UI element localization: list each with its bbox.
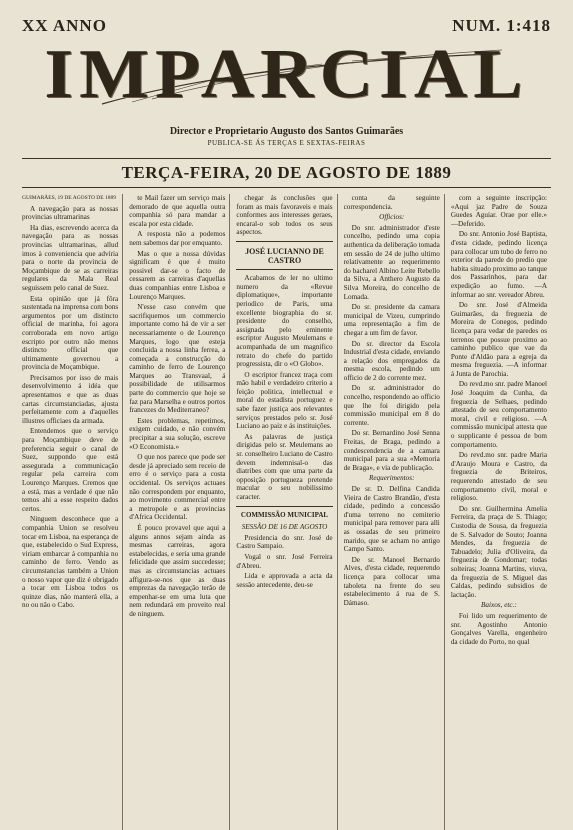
paragraph: O escriptor francez traça com mão habil e verdadeiro criterio a feição politica, intellectual e moral do estadista portuguez e sabe fazer justiça aos relevantes serviços prestados pelo sr. José Luciano ao paiz e ás instituições. — [236, 370, 333, 431]
column-4 — [344, 194, 445, 830]
paragraph: Do snr. Guilhermina Amelia Ferreira, da praça de S. Thiago; Custodia de Sousa, da freguezia de S. Salvador de Souto; Joanna Mendes, da freguezia de Tabuadelo; Julia d'Oliveira, da freguezia de Gondomar; todas solteiras; Joanna Martins, viuva, da freguezia de S. Miguel das Caldas, pedindo subsidios de lactação. — [450, 504, 548, 599]
paragraph: conta da seguinte correspondencia. — [343, 194, 440, 211]
column-3 — [236, 194, 337, 830]
paragraph: Foi lido um requerimento de snr. Agostinho Antonio Gonçalves Varella, engenheiro da cidade do Porto, no qual — [450, 611, 548, 646]
column-2 — [129, 194, 230, 830]
paragraph: De sr. D. Delfina Candida Vieira de Castro Brandão, d'esta cidade, pedindo a concessão d'uma terreno no cemiterio municipal para remover para alli as ossadas de seu primeiro marido, que se acham no antigo Campo Santo. — [343, 485, 440, 554]
paragraph: Precisamos por isso de mais desenvolvimento á idéa que apresentamos e que as duas cartas circumstanciadas, ajusta perfeitamente com a d'aquelles illustres officiaes da armada. — [22, 373, 119, 425]
section-heading: JOSÉ LUCIANNO DE CASTRO — [245, 246, 324, 265]
publication-schedule: PUBLICA-SE ÁS TERÇAS E SEXTAS-FEIRAS — [207, 139, 366, 147]
paragraph: É pouco provavel que aqui a alguns annos sejam ainda as mesmas carreiras, agora estabelecidas, e seria uma grande felicidade que assim succedesse; mas as circumstancias actuaes affigura-se-nos que as duas emprezas da navegação terão de empenhar-se em uma luta que nem redundará em proveito real de ninguem. — [129, 523, 226, 618]
sub-heading: Officios: — [379, 213, 405, 222]
sub-heading: SESSÃO DE 16 DE AGOSTO — [241, 523, 328, 532]
paragraph: Estes problemas, repetimos, exigem cuidado, e não convém precipitar a sua solução, escreve «O Economista.» — [129, 416, 226, 451]
paragraph: Do snr. Antonio José Baptista, d'esta cidade, pedindo licença para collocar um tubo de ferro no exterior da parede do predio que habita situado proximo ao tanque dos Passarinhos, para dar expedição ao fumo. —A informar ao snr. vereador Abreu. — [450, 230, 548, 299]
paragraph: Do revd.mo snr. padre Manoel José Joaquim da Cunha, da freguezia de Selhaes, pedindo attestado de seu comportamento moral, civil e religioso. —A commissão municipal attesta que o supplicante é pessoa de bom comportamento. — [450, 380, 548, 449]
paragraph: N'esse caso convém que sacrifiquemos um commercio importante como há de vir a ser necessariamente o de Lourenço Marques, logo que esteja concluida a nossa linha ferrea, a começada a construcção do caminho de ferro de Lourenço Marques ao Transvaal, á possibilidade de utilisarmos parte do commercio que hoje se faz para Marselha e outros portos francezes do Mediterraneo? — [129, 303, 226, 415]
paragraph: Do revd.mo snr. padre Maria d'Araujo Moura e Castro, da freguezia de Briteiros, requerendo attestado de seu comportamento civil, moral e religioso. — [450, 451, 548, 503]
newspaper-title: IMPARCIAL — [44, 35, 529, 113]
paragraph: Do snr. José d'Almeida Guimarães, da freguezia de Moreira de Conegos, pedindo licença para vedar de paredes os terrenos que possue proximo ao caminho publico que vae da Ponte d'Aldão para a egreja da mesma freguezia. —A informar á Junta de Parochia. — [450, 301, 548, 378]
paragraph: Do snr. administrador d'este concelho, pedindo uma copia authentica da deliberação tomada em sessão de 24 de julho ultimo relativamente ao requerimento do bacharel Albino Leite Rebello da Silva, a Anthero Augusto da Silva Moreira, do concelho de Lomada. — [343, 223, 440, 301]
column-divider-rule — [236, 241, 332, 242]
paragraph: Do sr. administrador do concelho, respondendo ao officio que lhe foi dirigido pela commissão municipal em 8 do corrente. — [343, 384, 440, 427]
paragraph: Ninguem desconhece que a companhia Union se resolveu tocar em Lisboa, na esperança de que, estabelecido o Sud Express, viriam embarcar á companhia no caminho de ferro. Vendo as circumstancias também a Union o nosso vapor que diz é obrigado a tocar em Lisboa todos os quinze dias, não manterá ella, a no ou não o Cabo. — [22, 515, 119, 610]
sub-heading: Requerimentos: — [368, 474, 415, 483]
paragraph: Acabamos de ler no ultimo numero da «Revue diplomatique», importante periodico de Paris, uma excellente biographia do sr. presidente do conselho, assignada pelo eminente escriptor Augusto Meulemans e acompanhada de um magnifico retrato do chefe do partido progressista, dir o «O Globo». — [236, 274, 333, 369]
paragraph: Presidencia do snr. José de Castro Sampaio. — [236, 533, 333, 551]
column-5 — [451, 194, 551, 830]
paragraph: Do sr. Bernardino José Senna Freitas, de Braga, pedindo a condescendencia de a camara municipal para a sua «Memoria de Braga», e vía de publicação. — [343, 429, 440, 472]
paragraph: Do sr. presidente da camara municipal de Vizeu, cumprindo uma representação a fim de chegar a um fim de favor. — [343, 303, 440, 337]
column-1 — [22, 194, 123, 830]
paragraph: Entendemos que o serviço para Moçambique deve de preferencia seguir o canal de Suez, suppondo que está assegurada a communicação regular pela carreira com Lourenço Marques. Cremos que a está, mas a verdade é que não temos ahi a esse respeito dados certos. — [22, 427, 119, 513]
paragraph: Mas o que a nossa dúvidas significam é que é muito possivel dar-se o facto de cessarem as carreiras d'aquellas duas companhias entre Lisboa e Lourenço Marques. — [129, 249, 226, 301]
paragraph: As palavras de justiça dirigidas pelo sr. Meulemans ao sr. conselheiro Luciano de Castro devem indemnisal-o das diatribes com que uma parte da opposição portugueza pretende macular o seu nobilissimo caracter. — [236, 432, 333, 501]
year-label: XX ANNO — [22, 16, 107, 35]
paragraph: A navegação para as nossas provincias ultramarinas — [22, 204, 119, 222]
paragraph: Esta opinião que já fôra sustentada na imprensa com bons argumentos por um distincto official de marinha, foi agora corroborada em novo artigo escripto por outro não menos distincto official que ultimamente governou a provincia de Moçambique. — [22, 294, 119, 372]
paragraph: Do sr. director da Escola Industrial d'esta cidade, enviando a relação dos empregados da mesma escola, pedindo um officio de 2 do corrente mez. — [343, 339, 440, 382]
paragraph: te Mail fazer um serviço mais demorado de que aquella outra companhia só para mandar a escala por esta cidade. — [129, 194, 226, 228]
paragraph: com a seguinte inscripção: «Aqui jaz Padre de Souza Guedes Aguiar. Orae por elle.» —Deferido. — [450, 194, 548, 228]
section-heading: COMMISSÃO MUNICIPAL — [240, 510, 329, 519]
dateline: TERÇA-FEIRA, 20 DE AGOSTO DE 1889 — [22, 158, 551, 188]
paragraph: chegar ás conclusões que foram as mais favoraveis e mais conformes aos interesses geraes, encaral-o sob todos os seus aspectos. — [236, 194, 333, 237]
paragraph: A resposta não a podemos nem sabemos dar por emquanto. — [129, 230, 226, 247]
paragraph: Lida e approvada a acta da sessão antecedente, deu-se — [236, 572, 333, 589]
director-line: Director e Proprietario Augusto dos Santos Guimarães — [169, 126, 404, 137]
masthead-top-line — [22, 14, 551, 36]
column-divider-rule — [236, 506, 332, 507]
paragraph: De sr. Manoel Bernardo Alves, d'esta cidade, requerendo licença para collocar uma taboleta na frente do seu estabelecimento á rua de S. Dámaso. — [343, 555, 440, 607]
sub-heading: Baixos, etc.: — [481, 601, 517, 610]
paragraph: Vogal o snr. José Ferreira d'Abreu. — [236, 552, 333, 570]
issue-number: NUM. 1:418 — [452, 16, 551, 35]
article-columns — [22, 194, 551, 830]
paragraph: Ha dias, escrevendo acerca da navegação para as nossas provincias ultramarinas, allud imos à conveniencia que advíria para o norte da provincia de Moçambique de se as carreiras regulares da Mala Real seguissem pelo canal de Suez. — [22, 223, 119, 292]
masthead — [22, 35, 551, 147]
place-date-line: GUIMARÃES, 19 DE AGOSTO DE 1889 — [22, 195, 117, 201]
column-divider-rule — [236, 269, 332, 270]
paragraph: O que nos parece que pode ser desde já apreciado sem receio de erro é o serviço para a costa occidental. Os serviços actuaes não correspondem por enquanto, ao movimento commercial entre a metropole e as provincias d'Africa Occidental. — [129, 453, 226, 522]
